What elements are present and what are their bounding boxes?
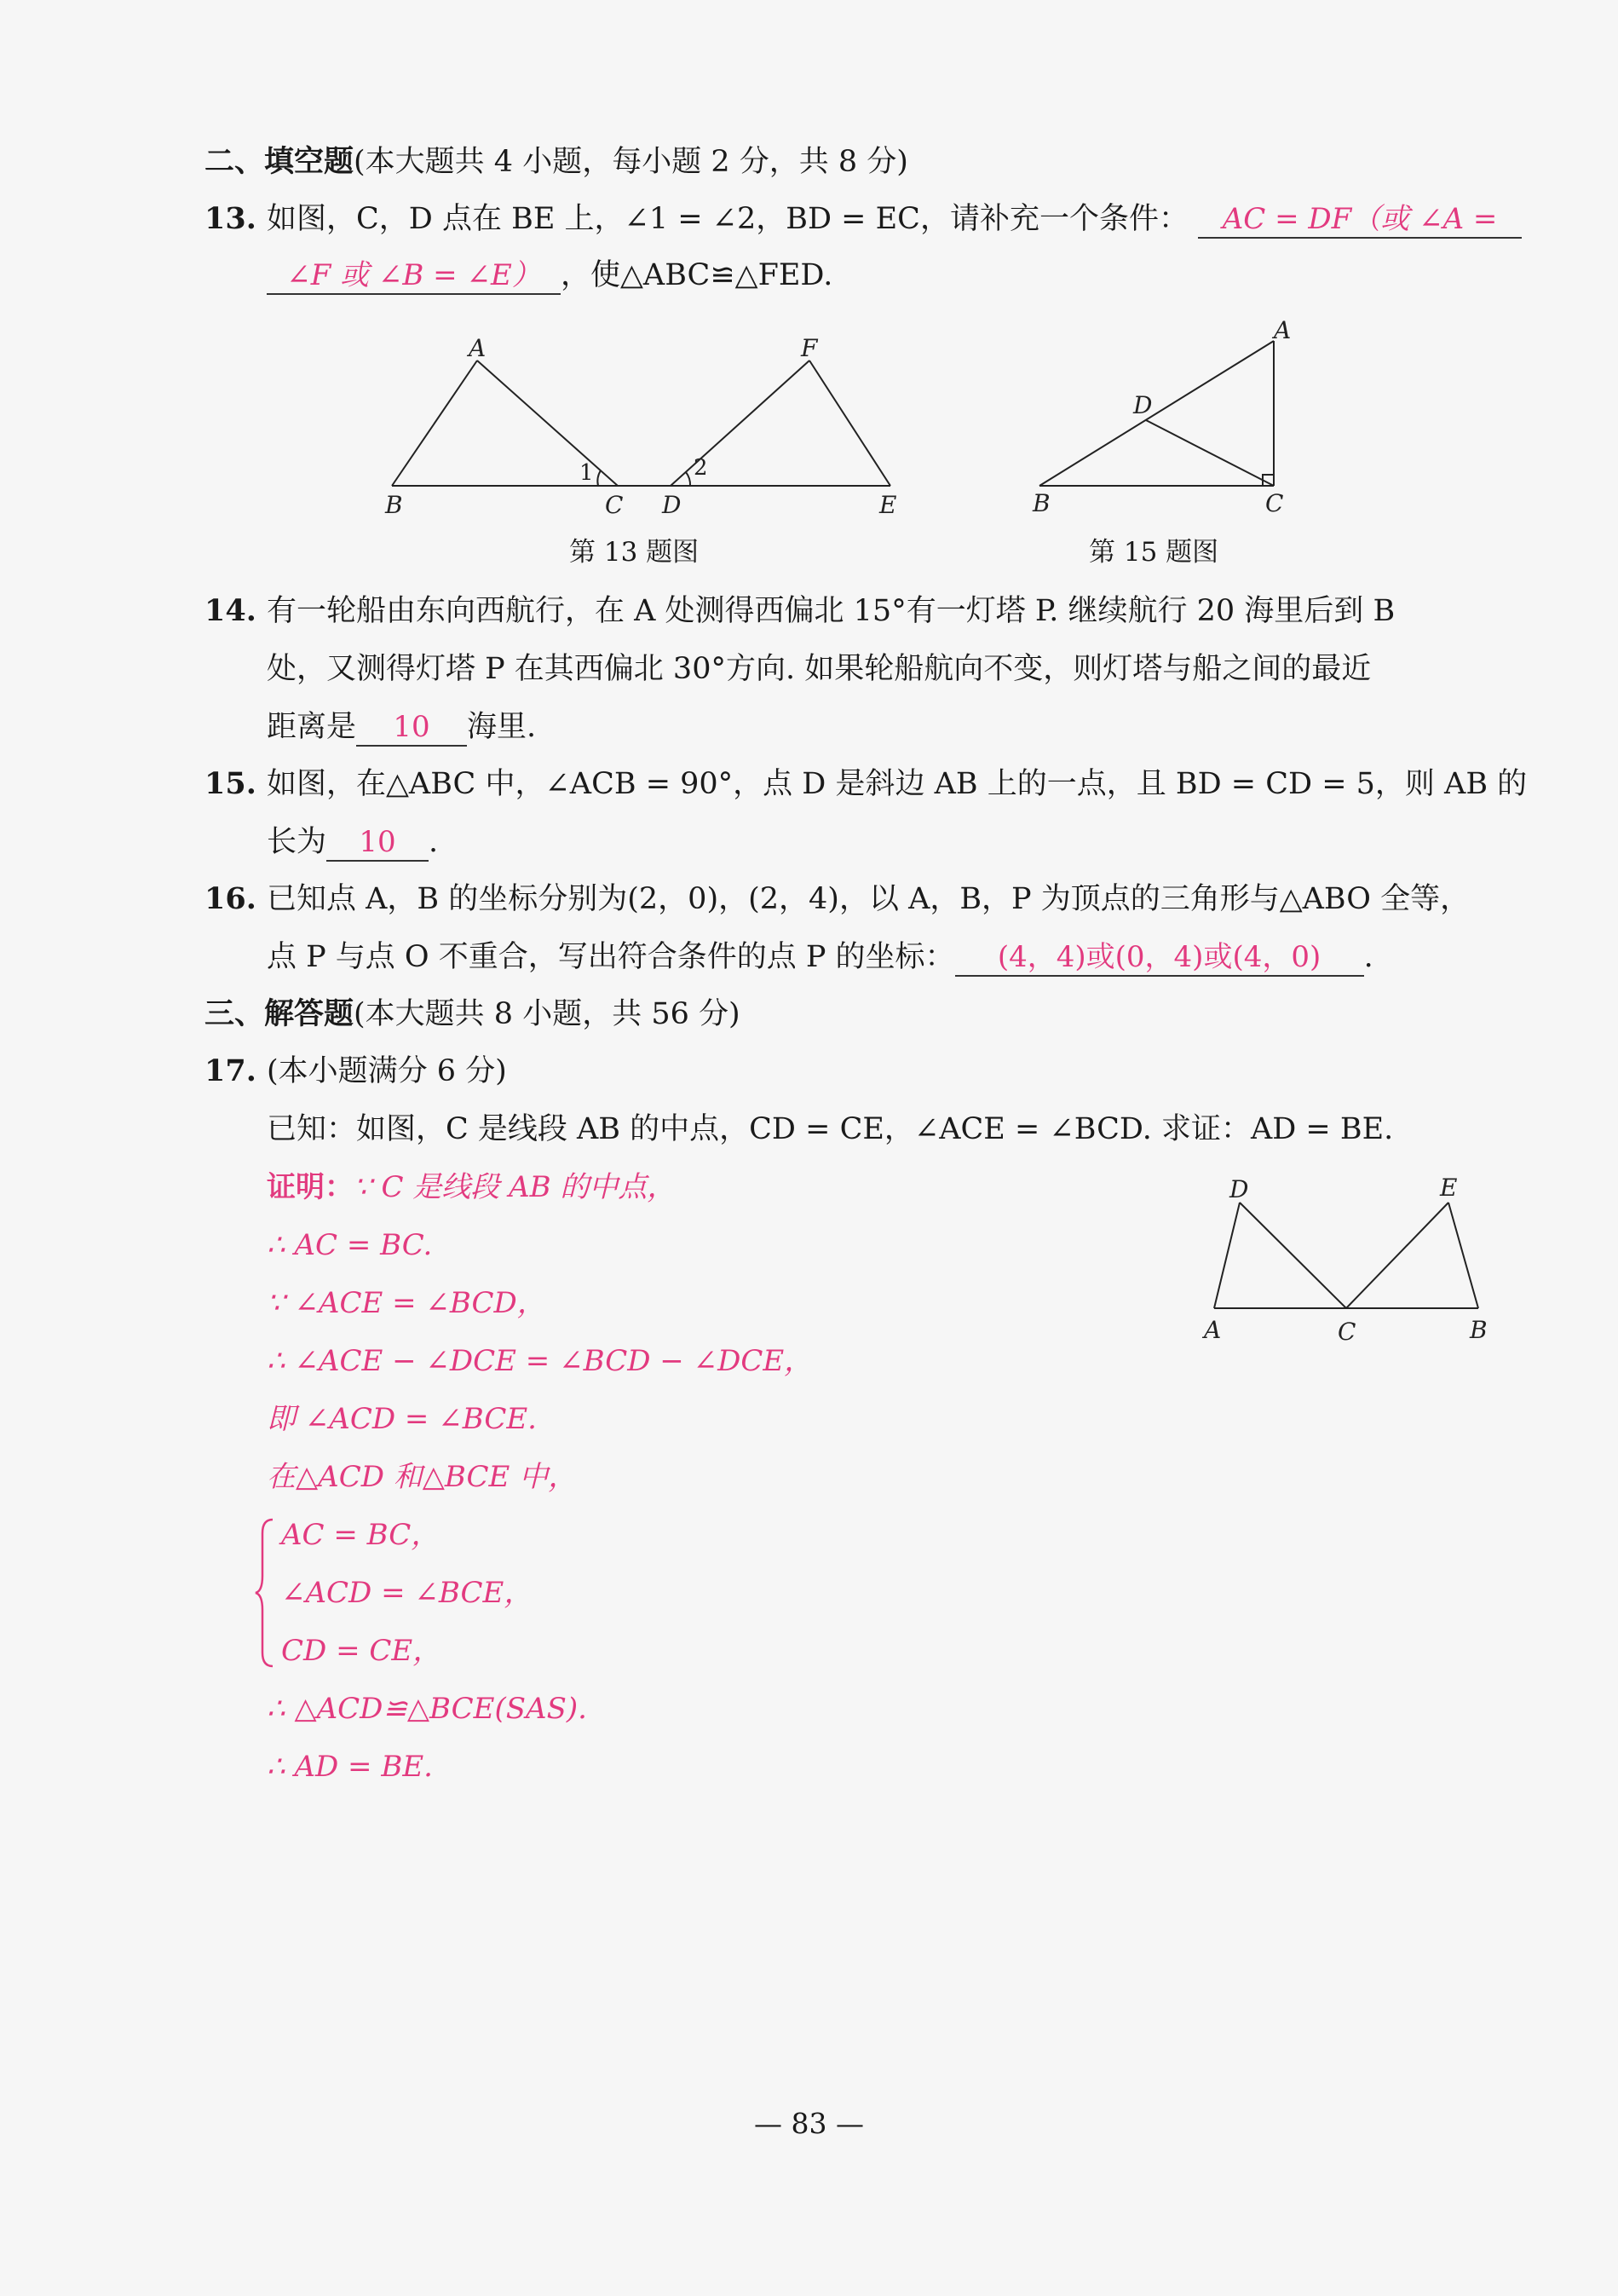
- q14-line1: 有一轮船由东向西航行，在 A 处测得西偏北 15°有一灯塔 P. 继续航行 20 海里后到 B: [267, 594, 1396, 628]
- proof-line-1: ∴ AC = BC.: [267, 1228, 433, 1262]
- fig13-segment-df: [671, 361, 809, 486]
- fig13-segment-ac: [477, 361, 618, 486]
- q15-answer-blank: [326, 824, 429, 862]
- fig13-angle1-arc: [597, 470, 601, 486]
- fig15-segment-dc: [1146, 420, 1274, 486]
- section-3-header: [204, 993, 740, 1036]
- q14-answer-blank: [356, 709, 467, 747]
- q13-line1: [267, 198, 1522, 240]
- question-number: 17.: [204, 1053, 256, 1088]
- proof-line-5: 在△ACD 和△BCE 中，: [267, 1460, 578, 1494]
- fig13-label-e: E: [879, 491, 897, 519]
- q16-line2: [267, 936, 1373, 978]
- fig15-label-b: B: [1033, 489, 1051, 517]
- page-number: — 83 —: [754, 2107, 864, 2140]
- proof-line-3: ∴ ∠ACE − ∠DCE = ∠BCD − ∠DCE，: [267, 1344, 814, 1378]
- fig13-segment-ab: [392, 361, 477, 486]
- q13-answer-part2: ∠F 或 ∠B = ∠E）: [286, 258, 541, 292]
- section-title: 二、填空题: [204, 144, 354, 179]
- proof-line-2: ∵ ∠ACE = ∠BCD，: [267, 1286, 546, 1320]
- fig13-label-b: B: [385, 491, 403, 519]
- question-number: 13.: [204, 201, 256, 236]
- proof-line-4: 即 ∠ACD = ∠BCE.: [267, 1402, 537, 1436]
- proof-label: 证明：: [267, 1170, 354, 1204]
- q15-answer: 10: [359, 825, 396, 859]
- fig15-caption: 第 15 题图: [1089, 537, 1219, 568]
- section-note: (本大题共 4 小题，每小题 2 分，共 8 分): [354, 145, 908, 179]
- figure-15: [1022, 315, 1312, 528]
- q16-answer: (4，4)或(0，4)或(4，0): [997, 940, 1321, 974]
- figure-17: [1197, 1172, 1495, 1351]
- q13-text-2: ，使△ABC≌△FED.: [561, 258, 833, 292]
- fig17-label-c: C: [1338, 1318, 1356, 1346]
- fig15-label-d: D: [1133, 391, 1153, 419]
- q15-text-post: .: [429, 825, 439, 859]
- proof-line-6: AC = BC，: [281, 1518, 440, 1552]
- proof-line-7: ∠ACD = ∠BCE，: [281, 1576, 533, 1610]
- proof-line-9: ∴ △ACD≌△BCE(SAS).: [267, 1692, 587, 1726]
- section-2-header: [204, 141, 908, 183]
- fig17-segment-ce: [1346, 1203, 1448, 1308]
- q13-line2: [267, 254, 832, 297]
- q16-text-pre: 点 P 与点 O 不重合，写出符合条件的点 P 的坐标：: [267, 940, 955, 974]
- proof-text: ∵ C 是线段 AB 的中点，: [354, 1170, 677, 1204]
- fig13-caption: 第 13 题图: [569, 537, 700, 568]
- proof-line-10: ∴ AD = BE.: [267, 1750, 433, 1784]
- fig13-angle2-arc: [686, 472, 690, 486]
- fig13-label-angle2: 2: [694, 455, 708, 481]
- fig17-label-e: E: [1440, 1174, 1458, 1202]
- q13-answer-part1: AC = DF（或 ∠A =: [1222, 202, 1498, 236]
- question-number: 16.: [204, 881, 256, 916]
- question-number: 15.: [204, 766, 256, 801]
- q15-text-pre: 长为: [267, 825, 327, 859]
- proof-brace: [254, 1516, 278, 1670]
- section-title: 三、解答题: [204, 996, 354, 1031]
- q16-text-post: .: [1363, 940, 1373, 974]
- q15-line2: [267, 821, 438, 863]
- fig13-label-f: F: [801, 334, 818, 362]
- figure-13: [375, 328, 920, 533]
- q14-line2: 处，又测得灯塔 P 在其西偏北 30°方向. 如果轮船航向不变，则灯塔与船之间的最近: [267, 652, 1372, 686]
- fig13-label-a: A: [469, 334, 487, 362]
- fig17-label-a: A: [1204, 1316, 1222, 1344]
- q13-answer-blank-2: [267, 257, 561, 295]
- fig13-label-angle1: 1: [579, 460, 594, 486]
- fig17-segment-ad: [1214, 1203, 1240, 1308]
- fig17-label-d: D: [1229, 1175, 1249, 1203]
- section-note: (本大题共 8 小题，共 56 分): [354, 997, 740, 1031]
- q17-given: 已知：如图，C 是线段 AB 的中点，CD = CE，∠ACE = ∠BCD. 求证：AD = BE.: [267, 1112, 1394, 1146]
- fig17-segment-eb: [1448, 1203, 1478, 1308]
- fig15-segment-ba: [1039, 341, 1274, 486]
- proof-line-8: CD = CE，: [281, 1634, 442, 1668]
- q14-answer: 10: [393, 710, 430, 744]
- q14-text-post: 海里.: [467, 710, 537, 744]
- fig13-segment-fe: [809, 361, 890, 486]
- q13-text: 如图，C，D 点在 BE 上，∠1 = ∠2，BD = EC，请补充一个条件：: [267, 202, 1189, 236]
- fig15-label-c: C: [1265, 489, 1284, 517]
- fig17-segment-dc: [1240, 1203, 1346, 1308]
- q17-score: (本小题满分 6 分): [267, 1054, 507, 1088]
- q16-line1: 已知点 A，B 的坐标分别为(2，0)，(2，4)，以 A，B，P 为顶点的三角形与△ABO 全等，: [267, 882, 1471, 916]
- q13-answer-blank: [1198, 201, 1522, 239]
- q16-answer-blank: [955, 939, 1364, 977]
- question-number: 14.: [204, 593, 256, 628]
- q14-text-pre: 距离是: [267, 710, 357, 744]
- fig13-label-d: D: [662, 491, 682, 519]
- q15-line1: 如图，在△ABC 中，∠ACB = 90°，点 D 是斜边 AB 上的一点，且 BD = CD = 5，则 AB 的: [267, 767, 1528, 801]
- proof-line-0: [267, 1166, 676, 1209]
- fig15-label-a: A: [1274, 316, 1292, 344]
- fig17-label-b: B: [1470, 1316, 1488, 1344]
- fig13-label-c: C: [605, 491, 624, 519]
- q14-line3: [267, 706, 536, 748]
